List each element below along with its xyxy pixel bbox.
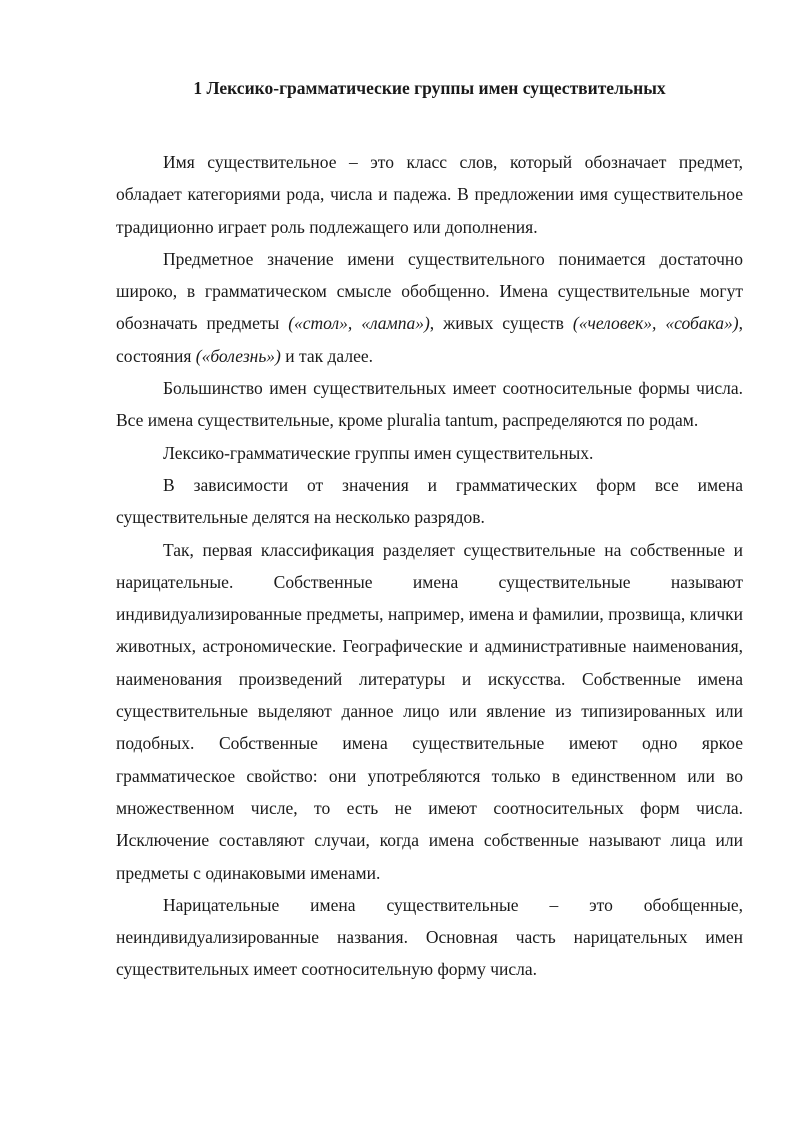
paragraph [116, 437, 743, 469]
paragraph-text: , состояния [116, 313, 743, 366]
paragraph-text: и так далее. [280, 345, 373, 366]
document-body [116, 146, 743, 986]
paragraph [116, 243, 743, 372]
paragraph-text: В зависимости от значения и грамматических форм все имена существительные делятся на несколько разрядов. [116, 474, 743, 528]
paragraph [116, 146, 743, 243]
paragraph-text: Лексико-грамматические группы имен существительных. [163, 442, 594, 463]
paragraph-text: Имя существительное – это класс слов, который обозначает предмет, обладает категориями рода, числа и падежа. В предложении имя существительное традиционно играет роль подлежащего или дополнения. [116, 152, 743, 237]
paragraph [116, 889, 743, 986]
paragraph-text: Нарицательные имена существительные – это обобщенные, неиндивидуализированные названия. Основная часть нарицательных имен существительных имеет соотносительную форму числа. [116, 894, 743, 980]
paragraph [116, 372, 743, 437]
paragraph-text: , живых существ [429, 313, 573, 334]
italic-example-text: («болезнь») [195, 345, 281, 366]
paragraph [116, 469, 743, 534]
paragraph [116, 534, 743, 889]
paragraph-text: Предметное значение имени существительного понимается достаточно широко, в грамматическом смысле обобщенно. Имена существительные могут обозначать предметы [116, 248, 743, 334]
italic-example-text: («стол», «лампа») [288, 313, 430, 334]
paragraph-text: Так, первая классификация разделяет существительные на собственные и нарицательные. Собственные имена существительные называют индивидуализированные предметы, например, имена и фамилии, прозвища, клички животных, астрономические. Географические и административные наименования, наименования произведений литературы и искусства. Собственные имена существительные выделяют данное лицо или явление из типизированных или подобных. Собственные имена существительные имеют одно яркое грамматическое свойство: они употребляются только в единственном или во множественном числе, то есть не имеют соотносительных форм числа. Исключение составляют случаи, когда имена собственные называют лица или предметы с одинаковыми именами. [116, 539, 743, 883]
paragraph-text: Большинство имен существительных имеет соотносительные формы числа. Все имена существительные, кроме pluralia tantum, распределяются по родам. [116, 378, 743, 431]
document-title: 1 Лексико-грамматические группы имен существительных [193, 78, 666, 98]
italic-example-text: («человек», «собака») [572, 313, 739, 334]
document-page [116, 76, 743, 986]
